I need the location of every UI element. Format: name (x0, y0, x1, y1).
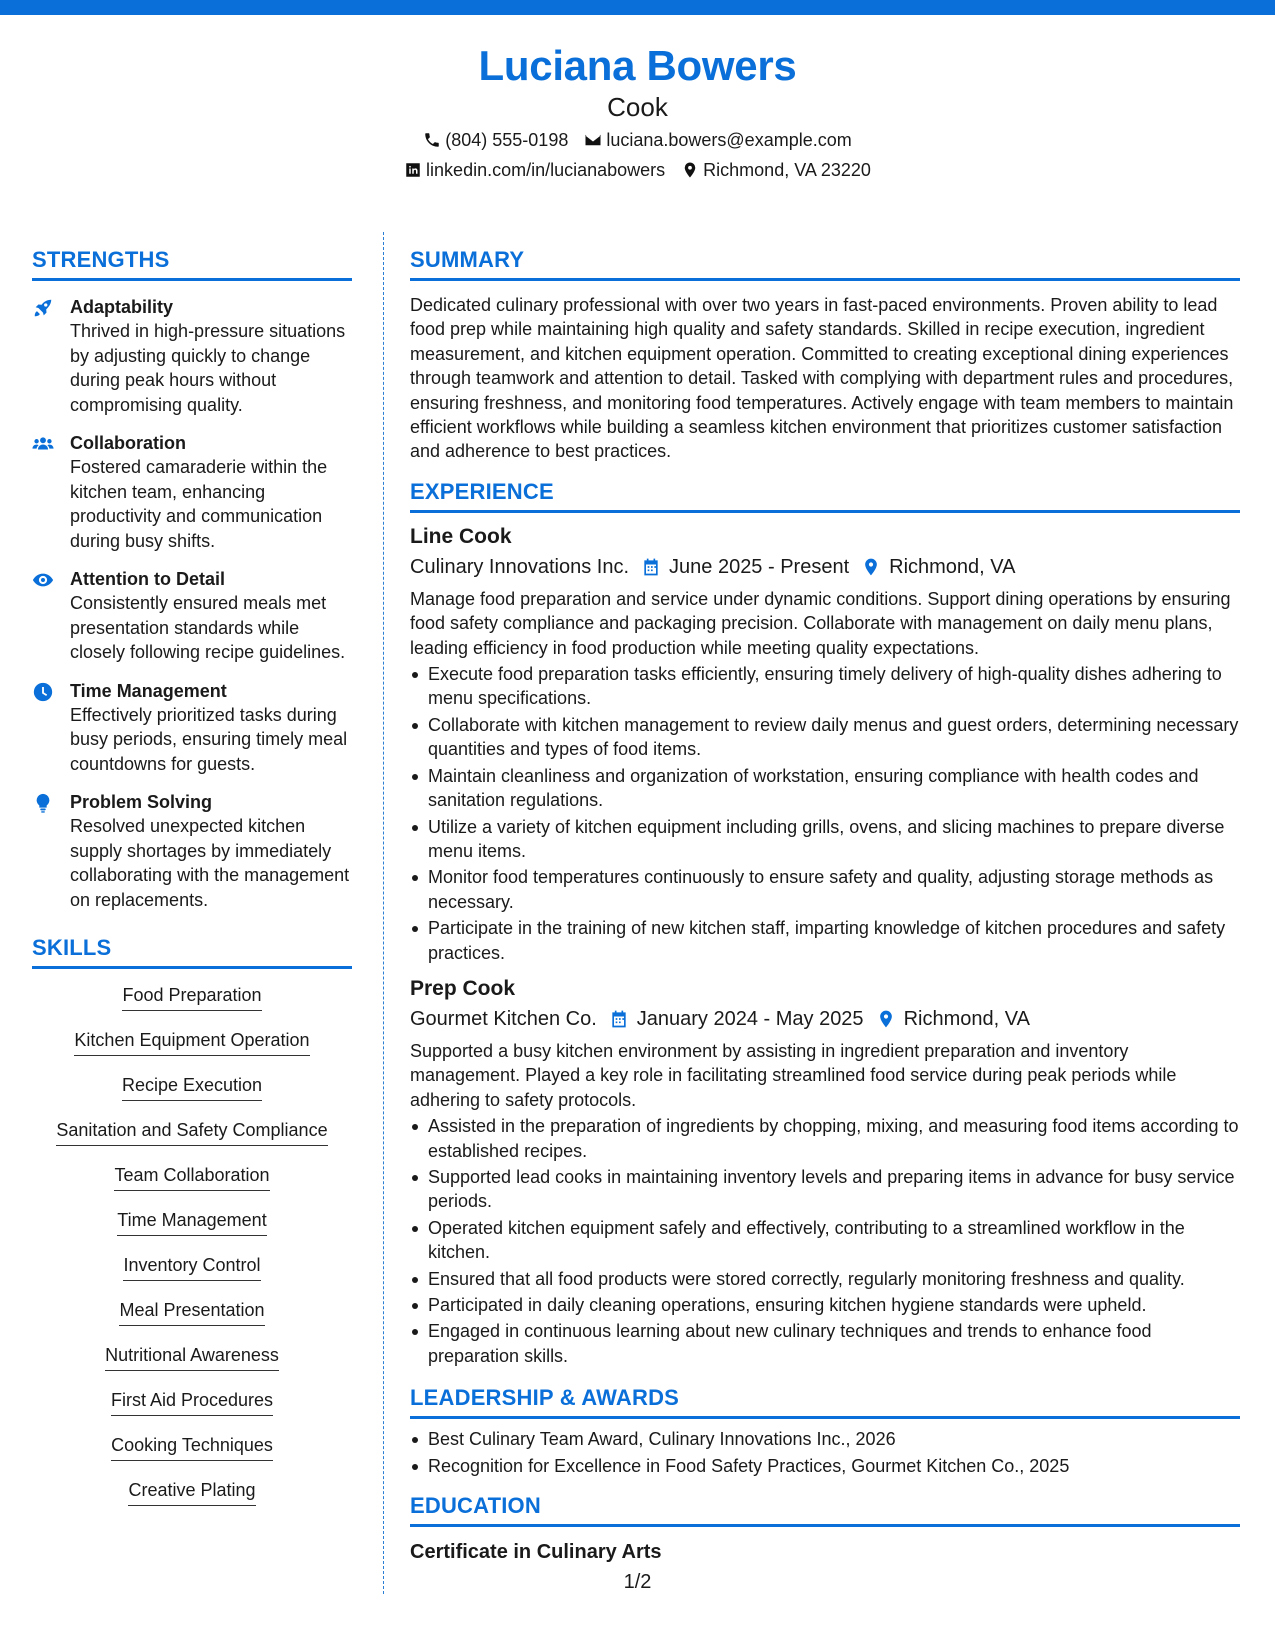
phone-contact (423, 128, 568, 152)
map-pin-icon (876, 1009, 896, 1029)
map-pin-icon (681, 161, 699, 179)
location-text: Richmond, VA 23220 (703, 160, 871, 180)
eye-icon (32, 569, 54, 591)
job-bullets (410, 1114, 1240, 1368)
job-company: Culinary Innovations Inc. (410, 555, 630, 578)
email-contact[interactable] (584, 128, 851, 152)
page-number: 1/2 (623, 1571, 652, 1593)
job-dates: June 2025 - Present (669, 555, 850, 578)
strength-name: Adaptability (70, 297, 174, 317)
job-meta (410, 553, 1240, 581)
bullet-item: Operated kitchen equipment safely and effectively, contributing to a streamlined workflow in the kitchen. (410, 1216, 1240, 1265)
calendar-icon (641, 557, 661, 577)
bullet-item: Collaborate with kitchen management to review daily menus and guest orders, determining necessary quantities and types of food items. (410, 713, 1240, 762)
bullet-item: Ensured that all food products were stored correctly, regularly monitoring freshness and quality. (410, 1267, 1240, 1291)
contact-line-2 (0, 158, 1275, 182)
phone-text: (804) 555-0198 (445, 130, 569, 150)
summary-text: Dedicated culinary professional with over two years in fast-paced environments. Proven ability to lead food prep while maintaining high quality and safety standards. Skilled in recipe execution, ingredient measurement, and kitchen equipment operation. Committed to creating exceptional dining experiences through teamwork and attention to detail. Tasked with complying with department rules and procedures, ensuring freshness, and monitoring food temperatures. Actively engage with team members to maintain efficient workflows while building a seamless kitchen environment that prioritizes customer satisfaction and adherence to best practices. (410, 295, 1234, 462)
strength-name: Time Management (70, 680, 227, 701)
skill-tag: Food Preparation (122, 983, 261, 1011)
job-bullets (410, 662, 1240, 965)
job-meta (410, 1005, 1240, 1033)
bullet-item: Supported lead cooks in maintaining inventory levels and preparing items in advance for busy service periods. (410, 1165, 1240, 1214)
award-item: Best Culinary Team Award, Culinary Innovations Inc., 2026 (410, 1427, 1240, 1451)
education-degree: Certificate in Culinary Arts (410, 1541, 662, 1564)
strength-desc: Resolved unexpected kitchen supply shortages by immediately collaborating with the management on replacements. (70, 816, 350, 910)
skill-tag: Sanitation and Safety Compliance (56, 1118, 327, 1146)
summary-title: SUMMARY (410, 246, 1240, 281)
strength-item (32, 679, 352, 777)
job-entry (410, 523, 1240, 965)
location-contact (681, 158, 871, 182)
strength-desc: Thrived in high-pressure situations by adjusting quickly to change during peak hours without compromising quality. (70, 321, 346, 415)
candidate-role: Cook (607, 92, 668, 122)
job-company: Gourmet Kitchen Co. (410, 1007, 597, 1030)
skill-tag: Nutritional Awareness (105, 1343, 279, 1371)
bullet-item: Utilize a variety of kitchen equipment including grills, ovens, and slicing machines to prepare diverse menu items. (410, 815, 1240, 864)
skill-tag: Cooking Techniques (111, 1433, 273, 1461)
lightbulb-icon (32, 792, 54, 814)
strength-item (32, 431, 352, 553)
bullet-item: Monitor food temperatures continuously to ensure safety and quality, adjusting storage methods as necessary. (410, 865, 1240, 914)
skill-tag: Meal Presentation (119, 1298, 264, 1326)
right-column (410, 246, 1240, 1565)
job-title: Prep Cook (410, 976, 516, 1000)
job-location: Richmond, VA (903, 1007, 1030, 1030)
linkedin-text[interactable]: linkedin.com/in/lucianabowers (426, 160, 666, 180)
clock-icon (32, 681, 54, 703)
strength-name: Attention to Detail (70, 569, 225, 589)
map-pin-icon (861, 557, 881, 577)
job-entry (410, 975, 1240, 1368)
job-title: Line Cook (410, 524, 512, 548)
education-title: EDUCATION (410, 1492, 1240, 1527)
skill-tag: Inventory Control (123, 1253, 260, 1281)
skill-tag: Creative Plating (128, 1478, 255, 1506)
bullet-item: Execute food preparation tasks efficiently, ensuring timely delivery of high-quality dishes adhering to menu specifications. (410, 662, 1240, 711)
left-column (32, 246, 352, 1523)
awards-list (410, 1427, 1240, 1478)
calendar-icon (609, 1009, 629, 1029)
bullet-item: Participated in daily cleaning operations, ensuring kitchen hygiene standards were upheld. (410, 1293, 1240, 1317)
awards-title: LEADERSHIP & AWARDS (410, 1384, 1240, 1419)
award-item: Recognition for Excellence in Food Safety Practices, Gourmet Kitchen Co., 2025 (410, 1454, 1240, 1478)
rocket-icon (32, 297, 54, 319)
experience-title: EXPERIENCE (410, 478, 1240, 513)
skill-tag: First Aid Procedures (111, 1388, 273, 1416)
strengths-title: STRENGTHS (32, 246, 352, 281)
linkedin-contact[interactable] (404, 158, 665, 182)
skill-tag: Recipe Execution (122, 1073, 262, 1101)
linkedin-icon (404, 161, 422, 179)
strength-name: Collaboration (70, 433, 186, 453)
resume-header (0, 40, 1275, 182)
strength-desc: Fostered camaraderie within the kitchen team, enhancing productivity and communication during busy shifts. (70, 457, 328, 551)
candidate-name: Luciana Bowers (478, 42, 797, 89)
job-dates: January 2024 - May 2025 (636, 1007, 864, 1030)
envelope-icon (584, 131, 602, 149)
strength-item (32, 295, 352, 417)
top-accent-bar (0, 0, 1275, 15)
contact-line-1 (0, 128, 1275, 152)
bullet-item: Participate in the training of new kitchen staff, imparting knowledge of kitchen procedures and safety practices. (410, 916, 1240, 965)
strength-desc: Consistently ensured meals met presentation standards while closely following recipe guidelines. (70, 593, 346, 662)
strength-item (32, 790, 352, 912)
strength-desc: Effectively prioritized tasks during busy periods, ensuring timely meal countdowns for guests. (70, 704, 348, 774)
bullet-item: Assisted in the preparation of ingredients by chopping, mixing, and measuring food items according to established recipes. (410, 1114, 1240, 1163)
job-description: Manage food preparation and service under dynamic conditions. Support dining operations by ensuring food safety compliance and packaging precision. Collaborate with management on daily menu plans, leading efficiency in food production while meeting quality expectations. (410, 588, 1231, 658)
strength-item (32, 567, 352, 665)
strength-name: Problem Solving (70, 792, 213, 812)
phone-icon (423, 131, 441, 149)
email-text[interactable]: luciana.bowers@example.com (606, 130, 852, 150)
skill-tag: Kitchen Equipment Operation (74, 1028, 309, 1056)
bullet-item: Maintain cleanliness and organization of workstation, ensuring compliance with health codes and sanitation regulations. (410, 764, 1240, 813)
bullet-item: Engaged in continuous learning about new culinary techniques and trends to enhance food preparation skills. (410, 1319, 1240, 1368)
skill-tag: Time Management (117, 1208, 266, 1236)
skill-tag: Team Collaboration (114, 1163, 269, 1191)
column-divider (383, 232, 384, 1594)
skills-list (32, 983, 352, 1523)
users-icon (32, 433, 54, 455)
skills-title: SKILLS (32, 934, 352, 969)
job-location: Richmond, VA (889, 555, 1016, 578)
job-description: Supported a busy kitchen environment by assisting in ingredient preparation and inventory management. Played a key role in facilitating streamlined food service during peak periods while adhering to safety protocols. (410, 1040, 1177, 1110)
